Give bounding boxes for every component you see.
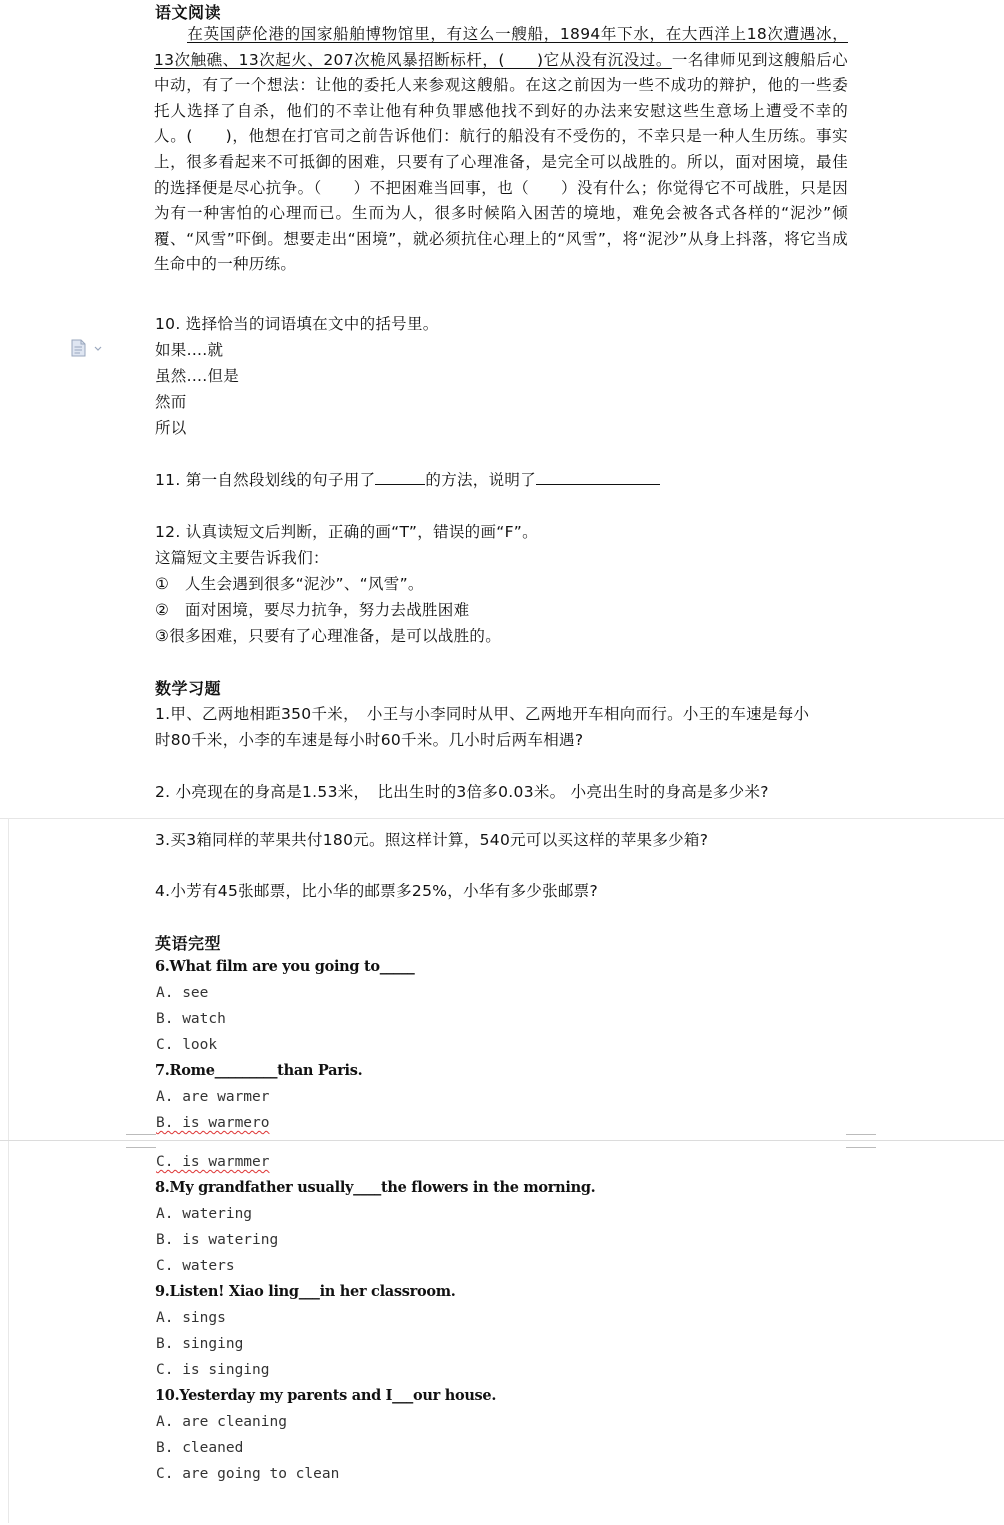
- math-q4: 4.小芳有45张邮票，比小华的邮票多25%，小华有多少张邮票?: [155, 882, 598, 900]
- document-icon[interactable]: [70, 338, 106, 358]
- math-q3: 3.买3箱同样的苹果共付180元。照这样计算，540元可以买这样的苹果多少箱?: [155, 831, 709, 849]
- q10-option-3: 然而: [155, 393, 187, 411]
- math-q1-line2: 时80千米，小李的车速是每小时60千米。几小时后两车相遇?: [155, 731, 584, 749]
- math-q2: 2. 小亮现在的身高是1.53米， 比出生时的3倍多0.03米。 小亮出生时的身高是多少米?: [155, 783, 769, 801]
- q8-option-c: C. waters: [156, 1258, 235, 1274]
- q9-option-c: C. is singing: [156, 1362, 270, 1378]
- q10-option-2: 虽然....但是: [155, 367, 240, 385]
- q9-option-a: A. sings: [156, 1310, 226, 1326]
- q10-option-c: C. are going to clean: [156, 1466, 340, 1482]
- q11-blank-1: [375, 470, 425, 485]
- math-section-title: 数学习题: [155, 679, 222, 698]
- q7-option-a: A. are warmer: [156, 1089, 270, 1105]
- q10-option-4: 所以: [155, 419, 187, 437]
- q11-text-a: 11. 第一自然段划线的句子用了: [155, 471, 376, 489]
- q6-option-a: A. see: [156, 985, 209, 1001]
- q10-option-1: 如果....就: [155, 341, 224, 359]
- page-corner-right: [846, 1134, 876, 1148]
- english-section-title: 英语完型: [155, 934, 222, 953]
- q11-text-b: 的方法，说明了: [425, 471, 536, 489]
- english-q6: 6.What film are you going to_____: [155, 958, 415, 975]
- q12-item-2: ② 面对困境，要尽力抗争，努力去战胜困难: [155, 601, 470, 619]
- chinese-section-title: 语文阅读: [155, 3, 222, 22]
- question-12: 12. 认真读短文后判断，正确的画“T”，错误的画“F”。: [155, 523, 538, 541]
- q9-option-b: B. singing: [156, 1336, 244, 1352]
- underlined-sentence: 在英国萨伦港的国家船舶博物馆里，有这么一艘船，1894年下水，在大西洋上18次遭遇冰，13次触礁、13次起火、207次桅风暴招断标杆，( )它从没有沉没过。: [154, 25, 848, 69]
- q8-option-b: B. is watering: [156, 1232, 279, 1248]
- q7-option-c: C. is warmmer: [156, 1154, 270, 1170]
- page-divider: [0, 818, 1004, 819]
- q12-intro: 这篇短文主要告诉我们：: [155, 549, 329, 567]
- page-corner-left: [126, 1134, 156, 1148]
- english-q9: 9.Listen! Xiao ling___in her classroom.: [155, 1283, 456, 1300]
- q10-option-b: B. cleaned: [156, 1440, 244, 1456]
- chinese-passage: [154, 22, 848, 278]
- q11-blank-2: [536, 470, 660, 485]
- question-11: [155, 468, 660, 490]
- q6-option-c: C. look: [156, 1037, 218, 1053]
- q6-option-b: B. watch: [156, 1011, 226, 1027]
- english-q7: 7.Rome_________than Paris.: [155, 1062, 363, 1079]
- question-10: 10. 选择恰当的词语填在文中的括号里。: [155, 315, 439, 333]
- q12-item-3: ③很多困难，只要有了心理准备，是可以战胜的。: [155, 627, 501, 645]
- q8-option-a: A. watering: [156, 1206, 253, 1222]
- english-q10: 10.Yesterday my parents and I___our house.: [155, 1387, 497, 1404]
- q12-item-1: ① 人生会遇到很多“泥沙”、“风雪”。: [155, 575, 424, 593]
- page-left-edge: [8, 818, 9, 1523]
- english-q8: 8.My grandfather usually____the flowers in the morning.: [155, 1179, 596, 1196]
- q10-option-a: A. are cleaning: [156, 1414, 287, 1430]
- q7-option-b: B. is warmero: [156, 1115, 270, 1131]
- math-q1-line1: 1.甲、乙两地相距350千米， 小王与小李同时从甲、乙两地开车相向而行。小王的车速是每小: [155, 705, 810, 723]
- passage-rest: 一名律师见到这艘船后心中动，有了一个想法：让他的委托人来参观这艘船。在这之前因为一些不成功的辩护，他的一些委托人选择了自杀，他们的不幸让他有种负罪感他找不到好的办法来安慰这些生意场上遭受不幸的人。( )，他想在打官司之前告诉他们：航行的船没有不受伤的，不幸只是一种人生历练。事实上，很多看起来不可抵御的困难，只要有了心理准备，是完全可以战胜的。所以，面对困境，最佳的选择便是尽心抗争。（ ）不把困难当回事，也（ ）没有什么；你觉得它不可战胜，只是因为有一种害怕的心理而已。生而为人，很多时候陷入困苦的境地，难免会被各式各样的“泥沙”倾覆、“风雪”吓倒。想要走出“困境”，就必须抗住心理上的“风雪”，将“泥沙”从身上抖落，将它当成生命中的一种历练。: [154, 50, 848, 274]
